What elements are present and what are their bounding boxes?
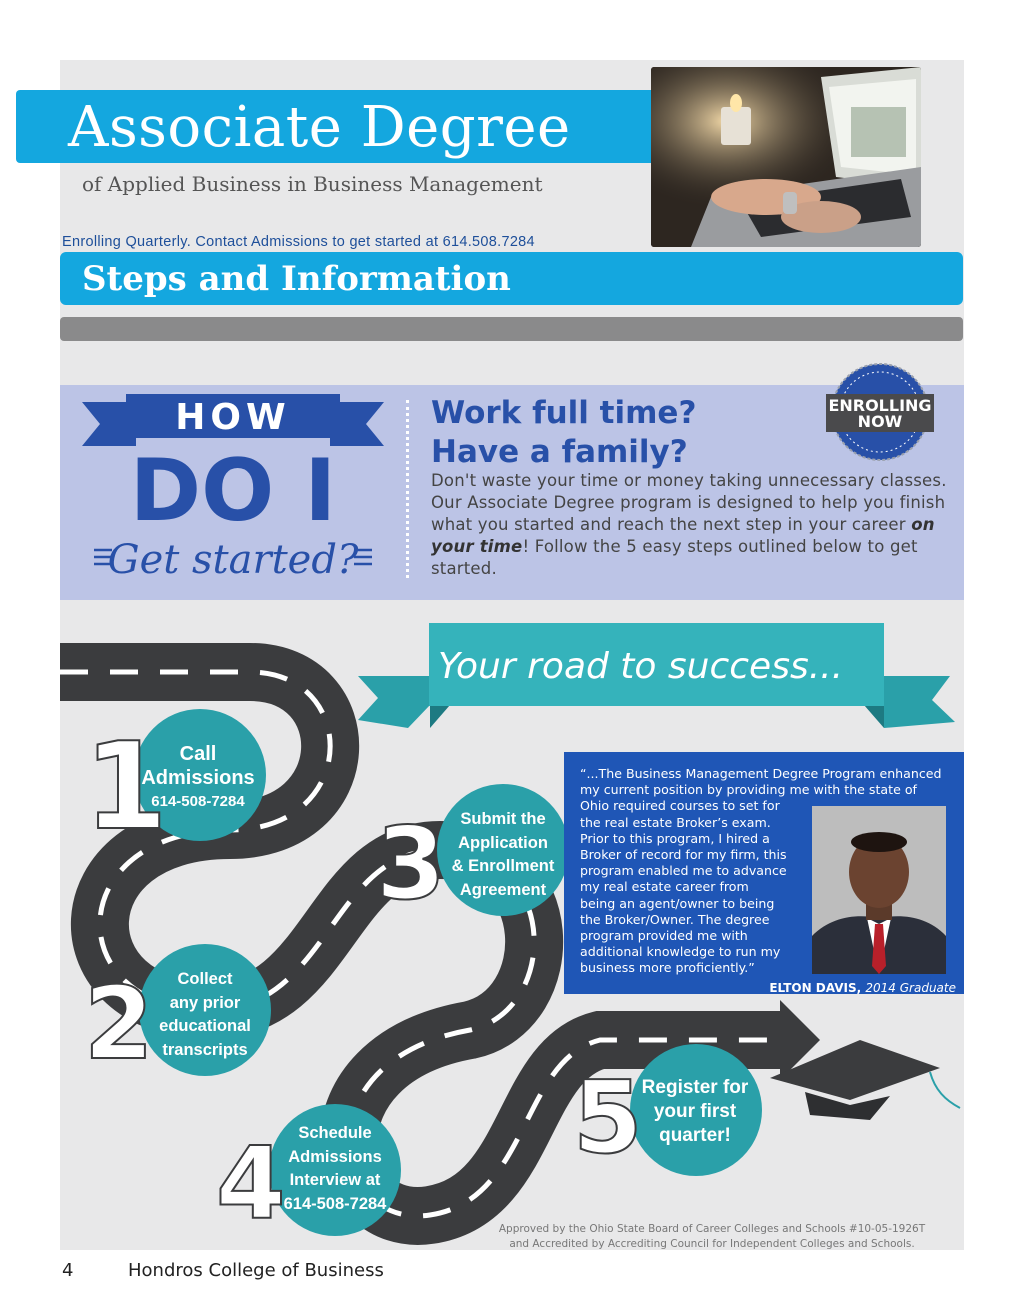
accreditation-note (470, 1222, 954, 1252)
badge-line2: NOW (857, 412, 903, 431)
badge-line1: ENROLLING (828, 396, 932, 415)
quote-line: Broker of record for my firm, this (580, 847, 787, 863)
do-i-label: DO I (129, 441, 337, 541)
quote-line: the Broker/Owner. The degree (580, 911, 770, 927)
enrolling-now-badge (826, 362, 934, 462)
intro-body-text-end: ! Follow the 5 easy steps outlined below to get started. (431, 537, 918, 578)
intro-heading-line2: Have a family? (431, 434, 688, 470)
step-3-line3: & Enrollment (451, 857, 555, 875)
quote-line: “...The Business Management Degree Program enhanced (580, 766, 942, 781)
step-4-number: 4 (216, 1125, 286, 1242)
divider-bar (60, 317, 963, 341)
how-do-i-graphic (78, 390, 388, 595)
step-4-text (272, 1122, 398, 1216)
page-number: 4 (62, 1260, 74, 1281)
step-5-line1: Register for (641, 1077, 749, 1098)
quote-line: program enabled me to advance (580, 863, 787, 879)
laptop-photo (651, 67, 921, 247)
ribbon-left-tail (358, 676, 430, 728)
road-title: Your road to success... (438, 646, 844, 687)
testimonial-attribution (700, 981, 956, 995)
quote-line: Prior to this program, I hired a (580, 830, 770, 846)
accreditation-line2: and Accredited by Accrediting Council for Independent Colleges and Schools. (509, 1238, 915, 1250)
quote-line: business more proficiently.” (580, 960, 755, 976)
intro-body (431, 470, 951, 580)
page-title: Associate Degree (68, 95, 571, 160)
dotted-separator (406, 400, 409, 578)
step-2-line1: Collect (177, 970, 233, 988)
step-4-line3: Interview at (289, 1171, 381, 1189)
step-1-phone: 614-508-7284 (151, 793, 245, 810)
quote-line: my real estate career from (580, 879, 749, 895)
how-label: HOW (175, 397, 291, 438)
quote-line: Ohio required courses to set for (580, 798, 780, 814)
step-2-line2: any prior (169, 993, 241, 1012)
step-3-line2: Application (458, 833, 548, 852)
step-1-number: 1 (84, 718, 168, 857)
quote-line: additional knowledge to run my (580, 944, 781, 960)
step-2-line3: educational (159, 1017, 251, 1035)
step-3-text (446, 808, 560, 902)
step-1-line1: Call (179, 743, 217, 765)
intro-body-emphasis: on your time (431, 515, 935, 556)
footer-brand: Hondros College of Business (128, 1260, 384, 1281)
quote-line: being an agent/owner to being (580, 895, 775, 911)
step-1-text (134, 742, 262, 814)
graduate-name: ELTON DAVIS, (769, 981, 862, 995)
enrollment-contact-line: Enrolling Quarterly. Contact Admissions to get started at 614.508.7284 (62, 234, 535, 250)
intro-heading-line1: Work full time? (431, 395, 697, 431)
intro-body-text: Don't waste your time or money taking unnecessary classes. Our Associate Degree program is designed to help you finish what you started and reach the next step in your career (431, 471, 947, 534)
quote-line: the real estate Broker’s exam. (580, 814, 771, 830)
accreditation-line1: Approved by the Ohio State Board of Career Colleges and Schools #10-05-1926T (498, 1223, 926, 1235)
get-started-label: Get started? (107, 537, 359, 583)
step-2-text (146, 968, 264, 1062)
step-3-line4: Agreement (459, 880, 547, 899)
intro-heading (431, 394, 696, 472)
page-subtitle: of Applied Business in Business Management (82, 172, 543, 196)
step-5-text (632, 1076, 758, 1148)
step-4-phone: 614-508-7284 (283, 1194, 387, 1213)
step-5-number: 5 (573, 1059, 643, 1176)
ribbon-right-tail (884, 676, 955, 728)
step-4-line2: Admissions (288, 1147, 382, 1166)
quote-line: my current position by providing me with the state of (580, 782, 917, 798)
step-1-line2: Admissions (141, 767, 255, 789)
step-3-number: 3 (376, 805, 446, 922)
section-title: Steps and Information (82, 259, 511, 299)
step-5-line3: quarter! (659, 1125, 731, 1146)
graduate-year: 2014 Graduate (865, 981, 956, 995)
testimonial-quote (580, 766, 958, 977)
quote-line: program provided me with (580, 928, 748, 944)
step-2-line4: transcripts (162, 1040, 248, 1059)
step-5-line2: your first (653, 1101, 737, 1122)
step-3-line1: Submit the (460, 810, 546, 828)
step-4-line1: Schedule (298, 1124, 372, 1142)
step-2-number: 2 (84, 965, 154, 1082)
